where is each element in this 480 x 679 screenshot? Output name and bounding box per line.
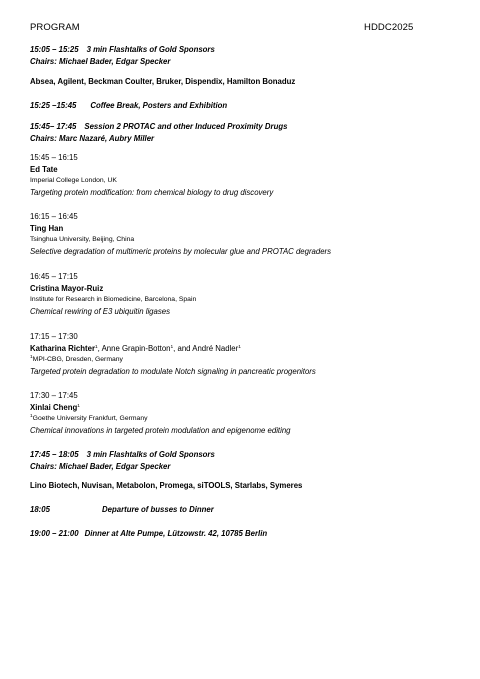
talk-title: Chemical innovations in targeted protein modulation and epigenome editing: [30, 426, 291, 435]
talk-title: Chemical rewiring of E3 ubiquitin ligases: [30, 307, 170, 316]
talk-affiliation-line: [30, 416, 148, 423]
dinner: [30, 530, 267, 538]
coffee-break-time: 15:25 –15:45: [30, 101, 77, 110]
conference-code: HDDC2025: [364, 22, 414, 33]
talk-affiliation: Tsinghua University, Beijing, China: [30, 236, 135, 243]
talk-affiliation: Institute for Research in Biomedicine, Barcelona, Spain: [30, 296, 197, 303]
dinner-time: 19:00 – 21:00: [30, 529, 79, 538]
talk-affiliation: Goethe University Frankfurt, Germany: [32, 415, 148, 422]
program-header: PROGRAM: [30, 22, 80, 33]
talk-affiliation-line: [30, 357, 123, 364]
coffee-break: [30, 102, 227, 110]
flashtalks2-heading: [30, 451, 215, 459]
flashtalks2-chairs: Chairs: Michael Bader, Edgar Specker: [30, 462, 171, 471]
talk-coauthor: , Anne Grapin-Botton: [97, 344, 171, 353]
talk-time: 17:15 – 17:30: [30, 332, 78, 341]
talk-time: 16:45 – 17:15: [30, 272, 78, 281]
session2-time: 15:45– 17:45: [30, 122, 77, 131]
departure-title: Departure of busses to Dinner: [102, 505, 214, 514]
talk-time: 17:30 – 17:45: [30, 391, 78, 400]
flashtalks1-time: 15:05 – 15:25: [30, 45, 79, 54]
talk-authors: [30, 345, 241, 353]
talk-coauthor: , and André Nadler: [173, 344, 239, 353]
talk-speaker: Cristina Mayor-Ruiz: [30, 284, 104, 293]
talk-time: 15:45 – 16:15: [30, 153, 78, 162]
flashtalks2-time: 17:45 – 18:05: [30, 450, 79, 459]
session2-heading: [30, 123, 287, 131]
talk-affiliation: Imperial College London, UK: [30, 177, 117, 184]
flashtalks1-chairs: Chairs: Michael Bader, Edgar Specker: [30, 57, 171, 66]
flashtalks2-sponsors: Lino Biotech, Nuvisan, Metabolon, Promega, siTOOLS, Starlabs, Symeres: [30, 481, 303, 490]
talk-speaker: Ting Han: [30, 224, 64, 233]
departure: [30, 506, 214, 514]
session2-chairs: Chairs: Marc Nazaré, Aubry Miller: [30, 134, 155, 143]
talk-speaker: Xinlai Cheng: [30, 403, 78, 412]
affiliation-marker: 1: [238, 345, 241, 350]
affiliation-marker: 1: [95, 345, 98, 350]
flashtalks1-title: 3 min Flashtalks of Gold Sponsors: [86, 45, 215, 54]
talk-time: 16:15 – 16:45: [30, 212, 78, 221]
coffee-break-title: Coffee Break, Posters and Exhibition: [90, 101, 228, 110]
affiliation-marker: 1: [170, 345, 174, 350]
dinner-title: Dinner at Alte Pumpe, Lützowstr. 42, 10785 Berlin: [84, 529, 268, 538]
affiliation-marker: 1: [30, 355, 33, 360]
talk-speaker: Ed Tate: [30, 165, 58, 174]
flashtalks2-title: 3 min Flashtalks of Gold Sponsors: [86, 450, 215, 459]
talk-title: Targeted protein degradation to modulate Notch signaling in pancreatic progenitors: [30, 367, 316, 376]
talk-affiliation: MPI-CBG, Dresden, Germany: [32, 356, 123, 363]
departure-time: 18:05: [30, 505, 50, 514]
flashtalks1-heading: [30, 46, 215, 54]
talk-authors: [30, 404, 80, 412]
talk-title: Selective degradation of multimeric proteins by molecular glue and PROTAC degraders: [30, 247, 332, 256]
affiliation-marker: 1: [30, 414, 33, 419]
talk-speaker: Katharina Richter: [30, 344, 95, 353]
talk-title: Targeting protein modification: from chemical biology to drug discovery: [30, 188, 274, 197]
session2-title: Session 2 PROTAC and other Induced Proximity Drugs: [84, 122, 288, 131]
flashtalks1-sponsors: Absea, Agilent, Beckman Coulter, Bruker, Dispendix, Hamilton Bonaduz: [30, 77, 296, 86]
affiliation-marker: 1: [77, 404, 80, 409]
